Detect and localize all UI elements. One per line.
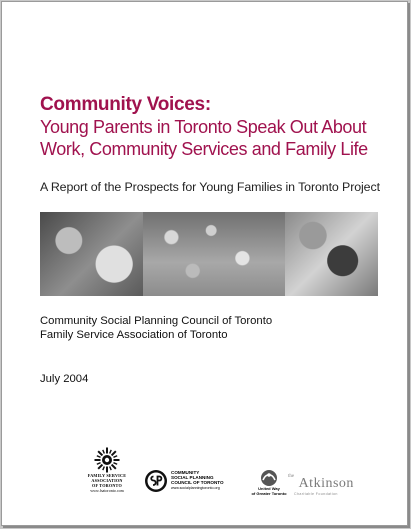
sp-circle-icon [144, 469, 168, 493]
atkinson-logo [288, 474, 368, 496]
cspc-website: www.socialplanningtoronto.org [171, 486, 220, 490]
cspc-line-1: COMMUNITY [171, 470, 200, 475]
photo-strip [40, 212, 378, 296]
report-subtitle: A Report of the Prospects for Young Families in Toronto Project [40, 180, 380, 194]
fsa-name-line-2: OF TORONTO [92, 483, 122, 488]
report-cover-page [1, 1, 408, 526]
sunburst-icon [94, 447, 120, 473]
title-sub-line-2: Work, Community Services and Family Life [40, 139, 368, 159]
photo-parent-toddler [285, 212, 378, 296]
title-main: Community Voices: [40, 94, 211, 115]
cspc-line-3: COUNCIL OF TORONTO [171, 480, 224, 485]
united-way-logo [248, 469, 290, 497]
fsa-website: www.fsatoronto.com [90, 488, 124, 493]
org-line-2: Family Service Association of Toronto [40, 329, 228, 341]
united-way-icon [260, 469, 278, 487]
united-way-line-1: United Way [258, 486, 280, 491]
photo-children-group [143, 212, 285, 296]
atkinson-the: the [288, 474, 295, 479]
title-sub-line-1: Young Parents in Toronto Speak Out About [40, 117, 367, 137]
fsa-logo [72, 447, 142, 493]
cspc-line-2: SOCIAL PLANNING [171, 475, 214, 480]
publication-date: July 2004 [40, 373, 89, 385]
title-block [40, 94, 400, 160]
fsa-name-line-1: FAMILY SERVICE ASSOCIATION [87, 473, 127, 483]
cspc-logo [144, 469, 244, 497]
united-way-line-2: of Greater Toronto [251, 490, 287, 496]
organizations [40, 314, 272, 342]
org-line-1: Community Social Planning Council of Toronto [40, 315, 273, 327]
atkinson-name: Atkinson [298, 476, 354, 491]
sponsor-logos [72, 447, 382, 497]
atkinson-subtitle: Charitable Foundation [294, 492, 338, 496]
photo-mother-child [40, 212, 143, 296]
